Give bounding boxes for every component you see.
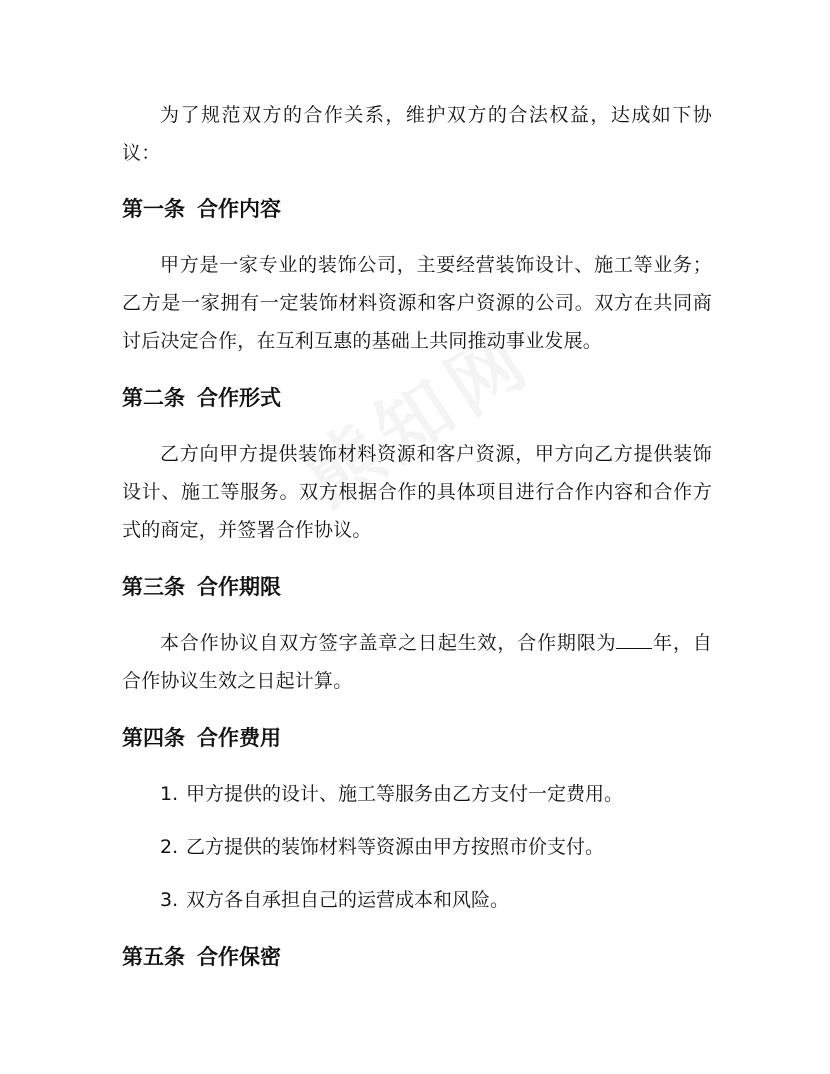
article-3-body-after: 年，自合作协议生效之日起计算。 (122, 632, 712, 692)
article-4-title: 合作费用 (197, 726, 281, 750)
article-3-body (122, 624, 712, 700)
article-3-body-before: 本合作协议自双方签字盖章之日起生效，合作期限为 (160, 632, 617, 654)
article-3-number: 第三条 (122, 575, 185, 599)
document-content (122, 96, 712, 994)
article-5-title: 合作保密 (197, 945, 281, 969)
article-2-heading (122, 378, 712, 418)
article-5-heading (122, 937, 712, 977)
article-2-body: 乙方向甲方提供装饰材料资源和客户资源，甲方向乙方提供装饰设计、施工等服务。双方根据合作的具体项目进行合作内容和合作方式的商定，并签署合作协议。 (122, 443, 712, 541)
list-item-text: 乙方提供的装饰材料等资源由甲方按照市价支付。 (186, 836, 605, 858)
list-item-text: 双方各自承担自己的运营成本和风险。 (186, 889, 510, 911)
list-item (122, 881, 712, 919)
list-item-number: 1. (160, 783, 179, 805)
article-3-heading (122, 567, 712, 607)
fill-in-blank (616, 630, 652, 649)
list-item-number: 3. (160, 889, 179, 911)
article-2-number: 第二条 (122, 386, 185, 410)
article-4-number: 第四条 (122, 726, 185, 750)
list-item-text: 甲方提供的设计、施工等服务由乙方支付一定费用。 (186, 783, 624, 805)
article-1-title: 合作内容 (197, 197, 281, 221)
intro-paragraph: 为了规范双方的合作关系，维护双方的合法权益，达成如下协议： (122, 104, 712, 164)
article-1-number: 第一条 (122, 197, 185, 221)
article-1-body: 甲方是一家专业的装饰公司，主要经营装饰设计、施工等业务；乙方是一家拥有一定装饰材料资源和客户资源的公司。双方在共同商讨后决定合作，在互利互惠的基础上共同推动事业发展。 (122, 254, 712, 352)
article-5-number: 第五条 (122, 945, 185, 969)
list-item (122, 828, 712, 866)
article-2-title: 合作形式 (197, 386, 281, 410)
list-item (122, 775, 712, 813)
article-4-heading (122, 718, 712, 758)
list-item-number: 2. (160, 836, 179, 858)
article-1-heading (122, 189, 712, 229)
article-3-title: 合作期限 (197, 575, 281, 599)
